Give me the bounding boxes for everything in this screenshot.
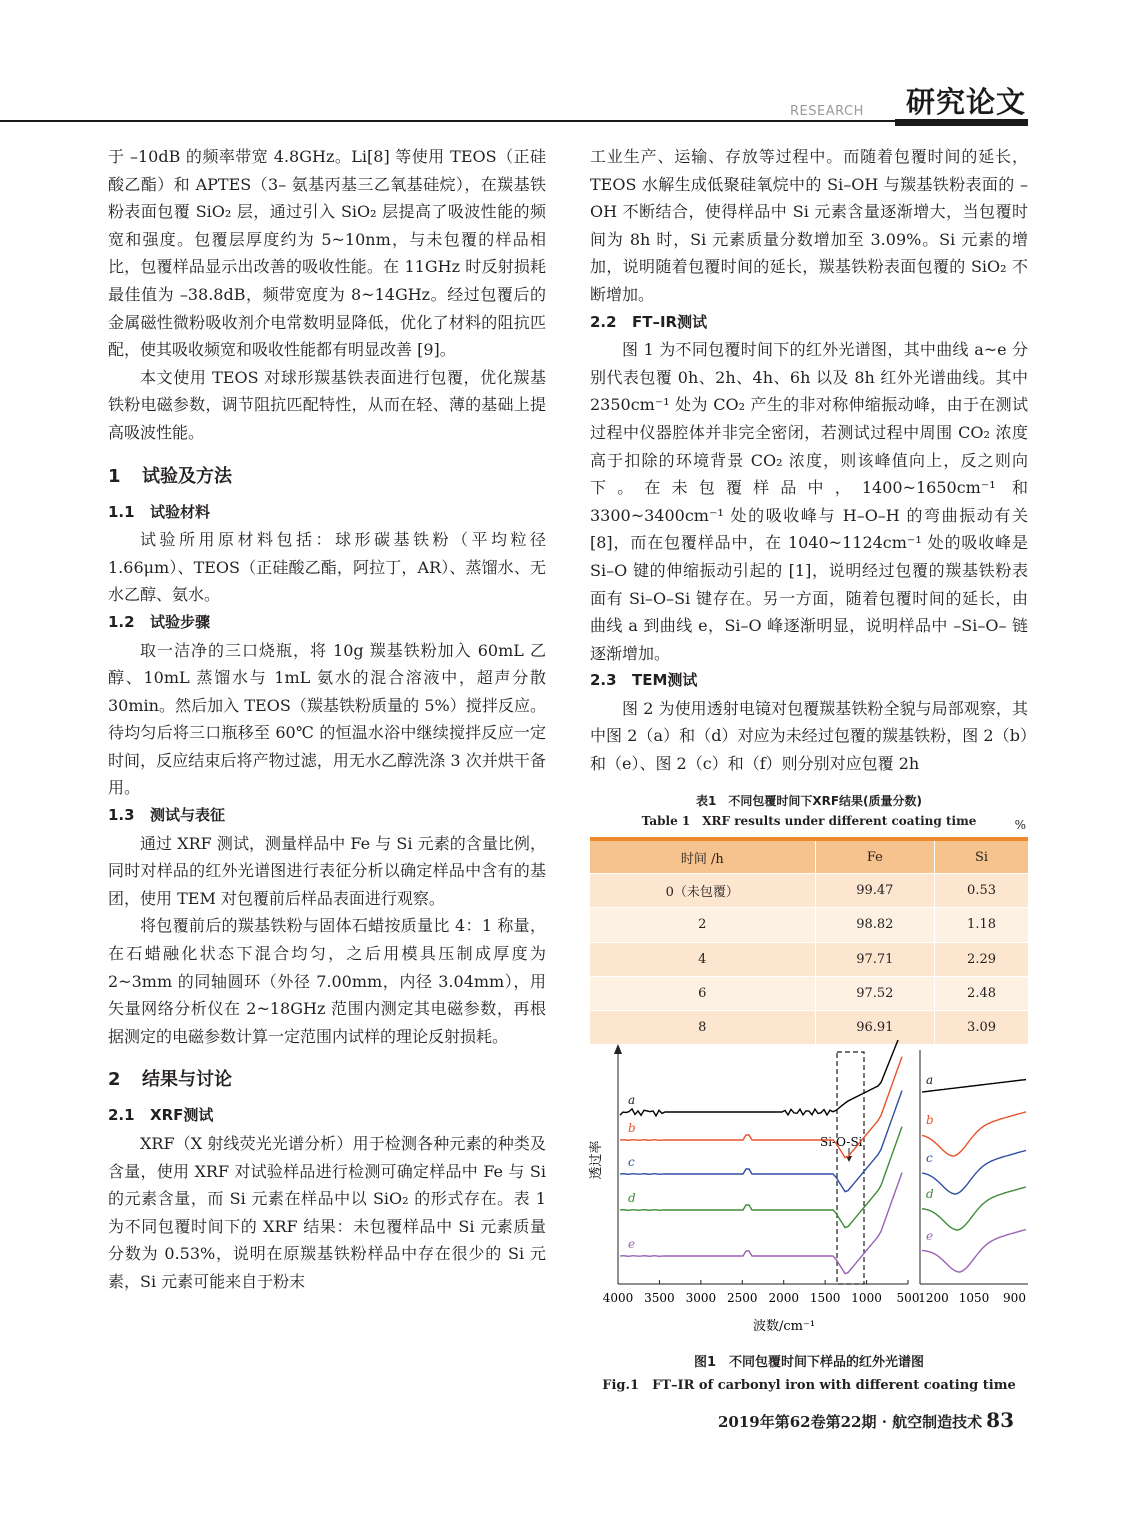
inset-series-line-c bbox=[922, 1150, 1026, 1194]
section-heading-2-2: 2.2 FT–IR测试 bbox=[590, 312, 708, 331]
si-o-si-annotation: Si-O-Si bbox=[820, 1135, 863, 1149]
inset-series-line-d bbox=[922, 1187, 1026, 1230]
xrf-table bbox=[590, 837, 1028, 1044]
inset-curves bbox=[922, 1073, 1026, 1272]
table-header: 时间 /h bbox=[590, 839, 815, 874]
inset-tick-label: 900 bbox=[1003, 1291, 1026, 1305]
inset-series-label-c: c bbox=[926, 1151, 933, 1165]
header-section-cn: 研究论文 bbox=[906, 85, 1027, 119]
table-caption-en: Table 1 XRF results under different coating time % bbox=[590, 811, 1028, 831]
section-heading-1: 1 试验及方法 bbox=[108, 465, 232, 487]
inset-series-line-a bbox=[922, 1080, 1026, 1093]
section-heading-2-3: 2.3 TEM测试 bbox=[590, 671, 698, 690]
table-caption-cn: 表1 不同包覆时间下XRF结果(质量分数) bbox=[695, 794, 922, 808]
series-line-a bbox=[620, 1040, 902, 1116]
inset-series-label-e: e bbox=[926, 1229, 934, 1243]
table-header: Fe bbox=[815, 839, 934, 874]
inset-tick-label: 1050 bbox=[958, 1291, 990, 1305]
page-number: 83 bbox=[986, 1408, 1015, 1432]
header-rule bbox=[0, 120, 1028, 122]
section-heading-1-1: 1.1 试验材料 bbox=[108, 502, 211, 521]
figure-caption-cn: 图1 不同包覆时间下样品的红外光谱图 bbox=[693, 1355, 925, 1370]
table-row: 8 96.91 3.09 bbox=[590, 1011, 1028, 1045]
ftir-chart bbox=[584, 1040, 1034, 1340]
x-axis-label: 波数/cm⁻¹ bbox=[752, 1319, 816, 1334]
section-heading-1-2: 1.2 试验步骤 bbox=[108, 612, 211, 631]
x-tick-label: 3500 bbox=[644, 1291, 675, 1305]
paragraph: 于 –10dB 的频率带宽 4.8GHz。Li[8] 等使用 TEOS（正硅酸乙酯）和 APTES（3– 氨基丙基三乙氧基硅烷），在羰基铁粉表面包覆 SiO₂ 层，通过引入 SiO₂ 层提高了吸波性能的频宽和强度。包覆层厚度约为 5~10nm，与未包覆的样品相比，包覆样品显示出改善的吸收性能。在 11GHz 时反射损耗最佳值为 –38.8dB，频带宽度为 8~14GHz。经过包覆后的金属磁性微粉吸收剂介电常数明显降低，优化了材料的阻抗匹配，使其吸收频宽和吸收性能都有明显改善 [9]。 bbox=[108, 147, 546, 360]
series-label-b: b bbox=[628, 1121, 636, 1135]
series-line-e bbox=[620, 1173, 902, 1274]
x-tick-label: 2500 bbox=[727, 1291, 758, 1305]
footer-journal: 2019年第62卷第22期 · 航空制造技术 bbox=[718, 1413, 983, 1431]
series-label-d: d bbox=[628, 1191, 636, 1205]
paragraph: 本文使用 TEOS 对球形羰基铁表面进行包覆，优化羰基铁粉电磁参数，调节阻抗匹配特性，从而在轻、薄的基础上提高吸波性能。 bbox=[108, 367, 546, 442]
header-bar bbox=[895, 119, 1028, 126]
table-row: 0（未包覆） 99.47 0.53 bbox=[590, 874, 1028, 908]
inset-series-label-b: b bbox=[926, 1113, 934, 1127]
main-curves bbox=[620, 1040, 902, 1274]
si-o-si-region bbox=[837, 1052, 864, 1284]
paragraph: 通过 XRF 测试，测量样品中 Fe 与 Si 元素的含量比例，同时对样品的红外光谱图进行表征分析以确定样品中含有的基团，使用 TEM 对包覆前后样品表面进行观察。 bbox=[108, 833, 546, 908]
x-tick-label: 1000 bbox=[851, 1291, 882, 1305]
table-row: 2 98.82 1.18 bbox=[590, 908, 1028, 942]
y-axis-label: 透过率 bbox=[589, 1140, 604, 1180]
paragraph: XRF（X 射线荧光光谱分析）用于检测各种元素的种类及含量，使用 XRF 对试验样品进行检测可确定样品中 Fe 与 Si 的元素含量，而 Si 元素在样品中以 SiO₂ 的形式存在。表 1 为不同包覆时间下的 XRF 结果：未包覆样品中 Si 元素质量分数为 0.53%，说明在原羰基铁粉样品中存在很少的 Si 元素，Si 元素可能来自于粉末 bbox=[108, 1134, 546, 1291]
paragraph: 取一洁净的三口烧瓶，将 10g 羰基铁粉加入 60mL 乙醇、10mL 蒸馏水与 1mL 氨水的混合溶液中，超声分散 30min。然后加入 TEOS（羰基铁粉质量的 5%）搅拌反应。待均匀后将三口瓶移至 60℃ 的恒温水浴中继续搅拌反应一定时间，反应结束后将产物过滤，用无水乙醇洗涤 3 次并烘干备用。 bbox=[108, 640, 546, 798]
paragraph: 图 2 为使用透射电镜对包覆羰基铁粉全貌与局部观察，其中图 2（a）和（d）对应为未经过包覆的羰基铁粉，图 2（b）和（e）、图 2（c）和（f）则分别对应包覆 2h bbox=[590, 698, 1028, 774]
series-label-e: e bbox=[628, 1237, 636, 1251]
table-row: 4 97.71 2.29 bbox=[590, 942, 1028, 976]
y-axis-arrow bbox=[614, 1044, 622, 1054]
table-unit: % bbox=[1014, 818, 1026, 832]
table-1 bbox=[590, 791, 1028, 1044]
x-tick-label: 2000 bbox=[768, 1291, 799, 1305]
table-row: 6 97.52 2.48 bbox=[590, 976, 1028, 1010]
paragraph: 试验所用原材料包括：球形碳基铁粉（平均粒径 1.66μm）、TEOS（正硅酸乙酯，阿拉丁，AR）、蒸馏水、无水乙醇、氨水。 bbox=[108, 530, 546, 605]
figure-caption-en: Fig.1 FT–IR of carbonyl iron with different coating time bbox=[602, 1378, 1016, 1393]
x-tick-label: 500 bbox=[896, 1291, 920, 1305]
paragraph: 将包覆前后的羰基铁粉与固体石蜡按质量比 4：1 称量，在石蜡融化状态下混合均匀，之后用模具压制成厚度为 2~3mm 的同轴圆环（外径 7.00mm，内径 3.04mm），用矢量网络分析仪在 2~18GHz 范围内测定其电磁参数，再根据测定的电磁参数计算一定范围内试样的理论反射损耗。 bbox=[108, 916, 546, 1046]
header-section-en: RESEARCH bbox=[790, 104, 864, 119]
paragraph: 图 1 为不同包覆时间下的红外光谱图，其中曲线 a~e 分别代表包覆 0h、2h、4h、6h 以及 8h 红外光谱曲线。其中 2350cm⁻¹ 处为 CO₂ 产生的非对称伸缩振动峰，由于在测试过程中仪器腔体并非完全密闭，若测试过程中周围 CO₂ 浓度高于扣除的环境背景 CO₂ 浓度，则该峰值向上，反之则向下。在未包覆样品中，1400~1650cm⁻¹ 和 3300~3400cm⁻¹ 处的吸收峰与 H–O–H 的弯曲振动有关 [8]，而在包覆样品中，在 1040~1124cm⁻¹ 处的吸收峰是 Si–O 键的伸缩振动引起的 [1]，说明经过包覆的羰基铁粉表面有 Si–O–Si 键存在。另一方面，随着包覆时间的延长，由曲线 a 到曲线 e，Si–O 峰逐渐明显，说明样品中 –Si–O– 链逐渐增加。 bbox=[590, 340, 1028, 663]
section-heading-1-3: 1.3 测试与表征 bbox=[108, 806, 226, 825]
x-tick-label: 1500 bbox=[809, 1291, 841, 1305]
inset-series-label-a: a bbox=[926, 1073, 934, 1087]
inset-tick-label: 1200 bbox=[918, 1291, 949, 1305]
paragraph: 工业生产、运输、存放等过程中。而随着包覆时间的延长，TEOS 水解生成低聚硅氧烷中的 Si–OH 与羰基铁粉表面的 –OH 不断结合，使得样品中 Si 元素含量逐渐增大，当包覆时间为 8h 时，Si 元素质量分数增加至 3.09%。Si 元素的增加，说明随着包覆时间的延长，羰基铁粉表面包覆的 SiO₂ 不断增加。 bbox=[590, 147, 1028, 304]
table-header: Si bbox=[935, 839, 1028, 874]
series-label-c: c bbox=[628, 1155, 635, 1169]
inset-series-label-d: d bbox=[926, 1187, 934, 1201]
right-column bbox=[590, 143, 1028, 778]
x-tick-label: 4000 bbox=[602, 1291, 634, 1305]
left-column bbox=[108, 143, 546, 1296]
inset-series-line-e bbox=[922, 1230, 1026, 1273]
section-heading-2: 2 结果与讨论 bbox=[108, 1069, 232, 1091]
series-label-a: a bbox=[628, 1093, 636, 1107]
inset-x-ticks bbox=[918, 1291, 1026, 1305]
section-heading-2-1: 2.1 XRF测试 bbox=[108, 1106, 214, 1125]
footer bbox=[718, 1408, 1014, 1432]
x-tick-label: 3000 bbox=[685, 1291, 717, 1305]
inset-series-line-b bbox=[922, 1112, 1026, 1156]
series-line-b bbox=[620, 1057, 902, 1158]
